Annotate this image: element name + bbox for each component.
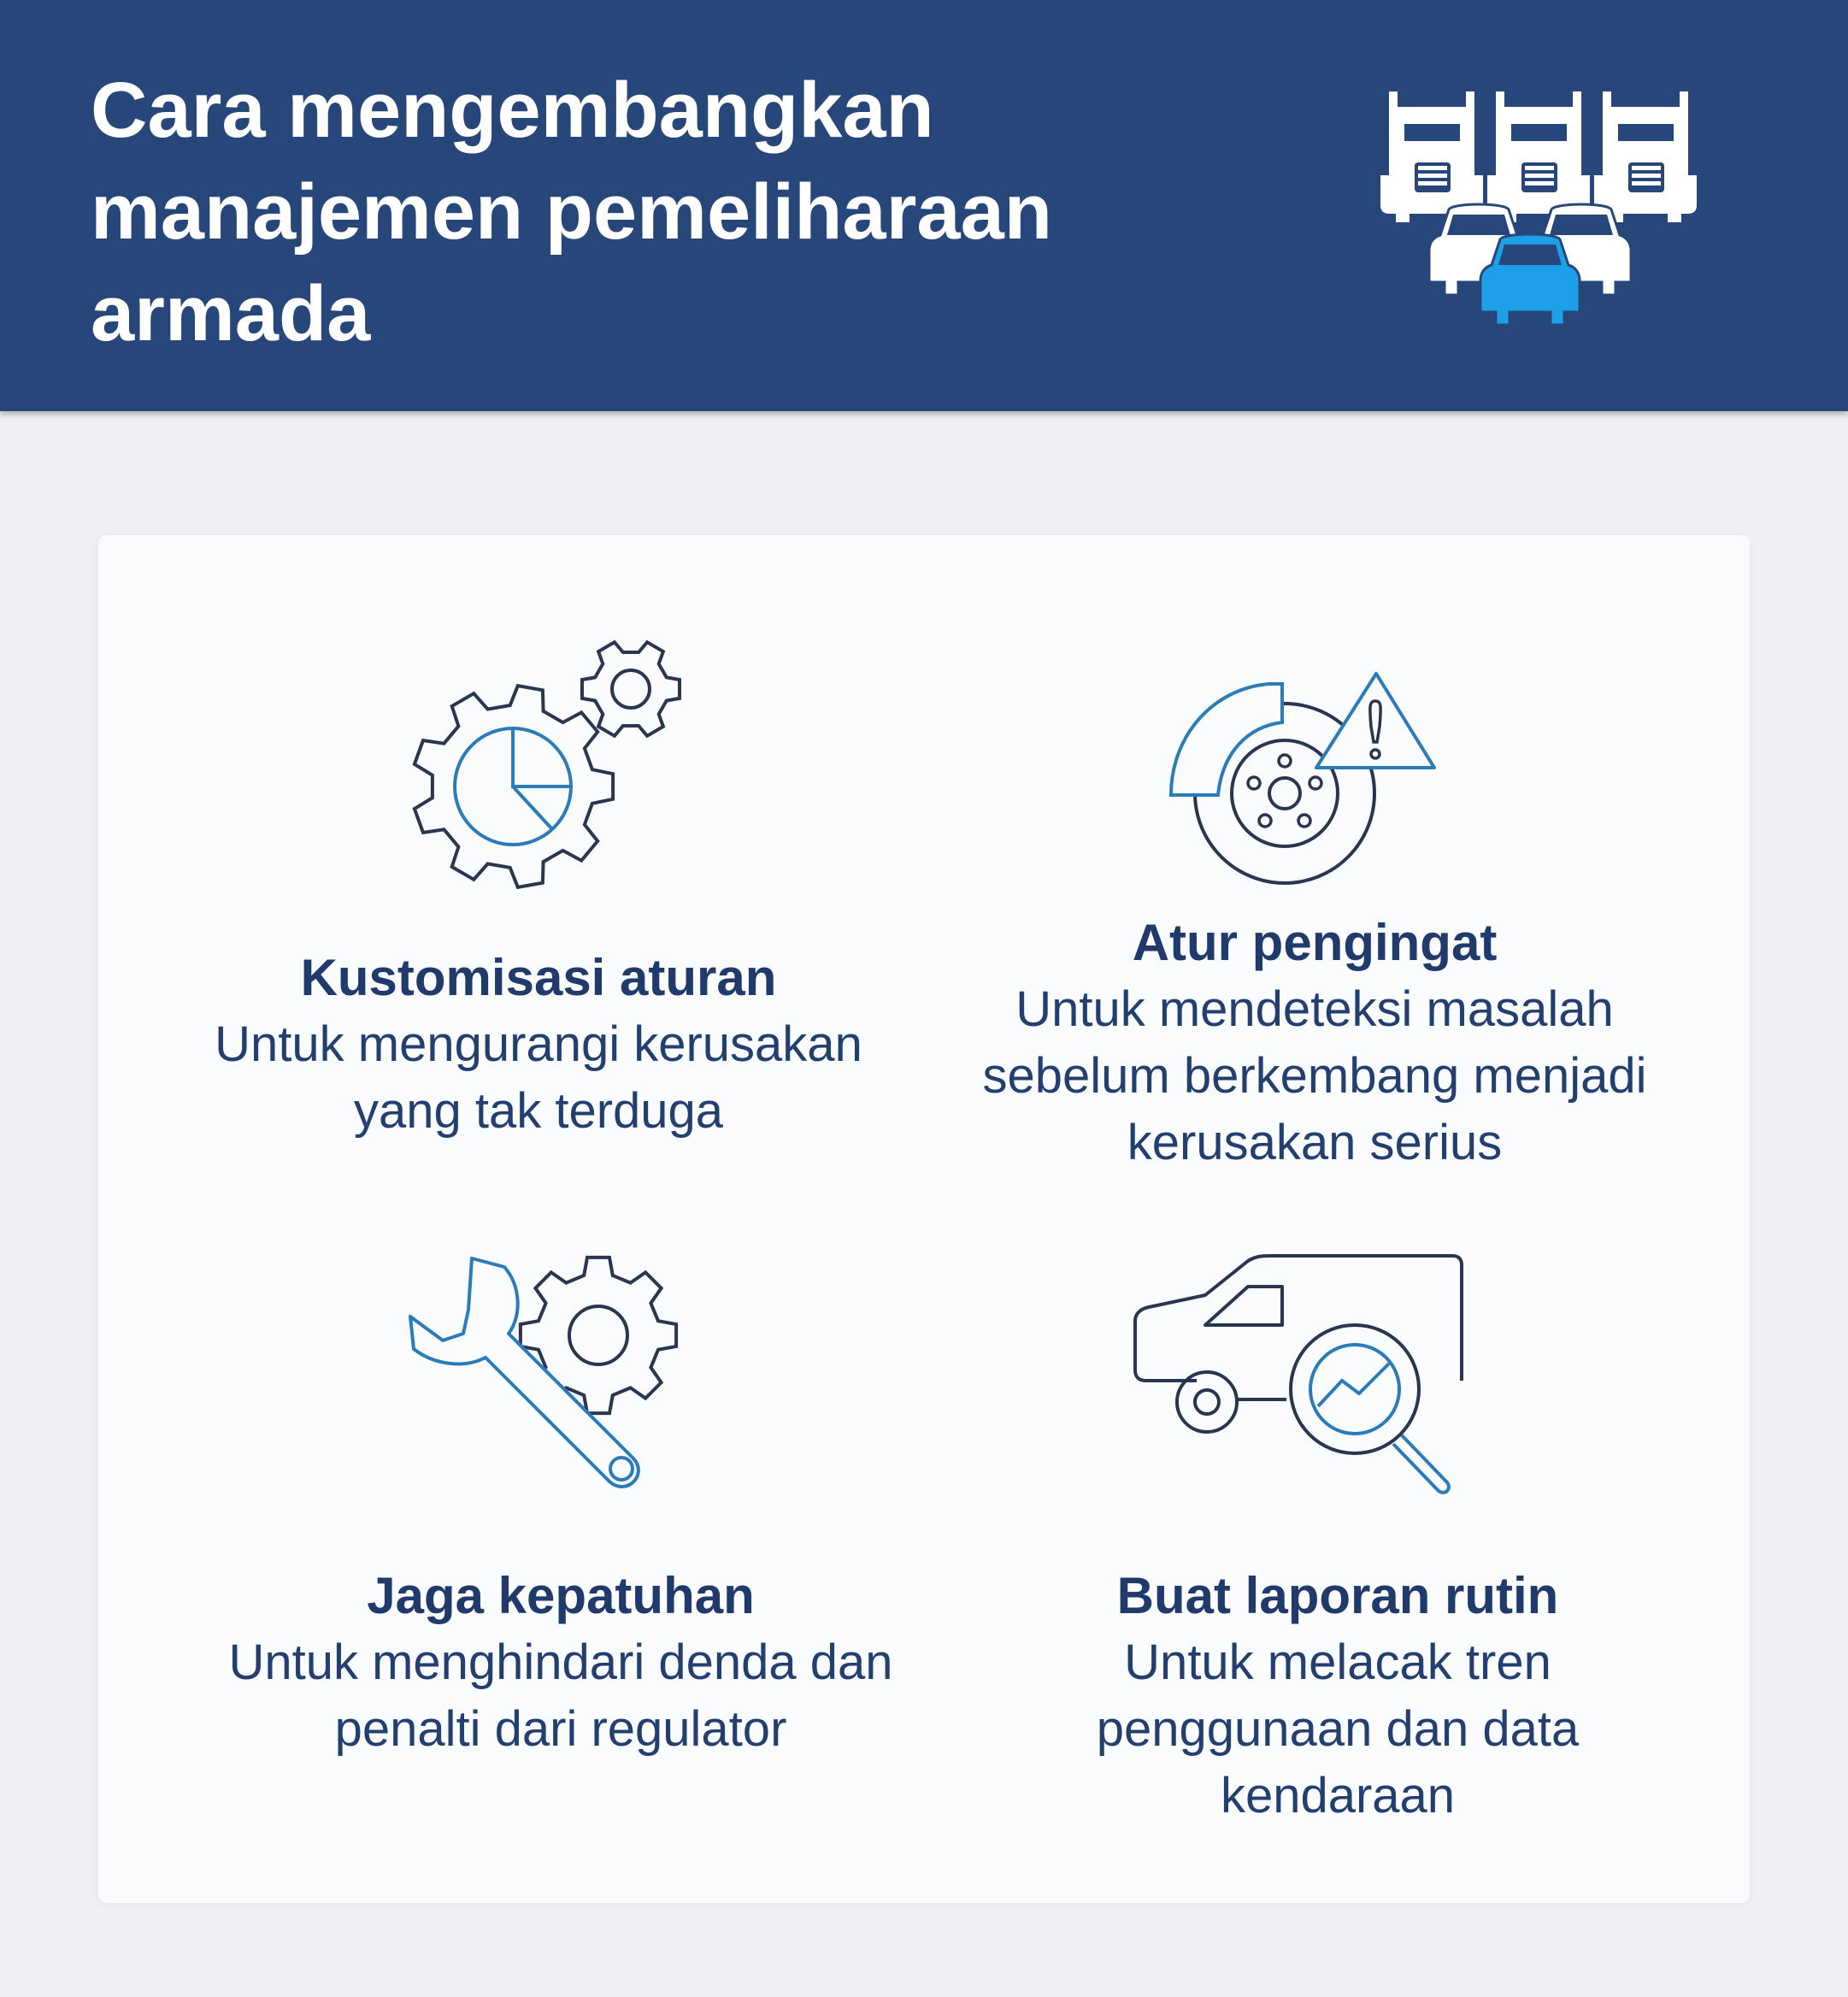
gears-pie-chart-icon	[402, 633, 692, 898]
header-banner	[0, 0, 1848, 411]
item-title: Buat laporan rutin	[1116, 1567, 1559, 1624]
item-description: Untuk mengurangi kerusakan yang tak terduga	[215, 1016, 862, 1139]
item-description: Untuk melacak tren penggunaan dan data kendaraan	[1096, 1635, 1580, 1823]
item-title: Kustomisasi aturan	[300, 949, 777, 1006]
item-description: Untuk menghindari denda dan penalti dari regulator	[228, 1635, 893, 1757]
fleet-trucks-cars-icon	[1372, 81, 1714, 329]
item-routine-reports	[953, 1563, 1722, 1829]
van-magnifier-chart-icon	[1128, 1252, 1487, 1509]
truck-icon	[1487, 91, 1590, 222]
truck-icon	[1594, 91, 1697, 222]
item-title: Jaga kepatuhan	[367, 1567, 755, 1624]
item-title: Atur pengingat	[1132, 914, 1498, 971]
item-description: Untuk mendeteksi masalah sebelum berkembang menjadi kerusakan serius	[982, 981, 1647, 1170]
item-set-reminders	[930, 910, 1699, 1176]
truck-icon	[1380, 91, 1483, 222]
page-title: Cara mengembangkan manajemen pemeliharaan armada	[91, 67, 1052, 357]
wrench-gear-icon	[402, 1248, 692, 1505]
item-customize-rules	[154, 945, 923, 1145]
brake-disc-warning-icon	[1162, 667, 1445, 893]
item-maintain-compliance	[176, 1563, 945, 1763]
